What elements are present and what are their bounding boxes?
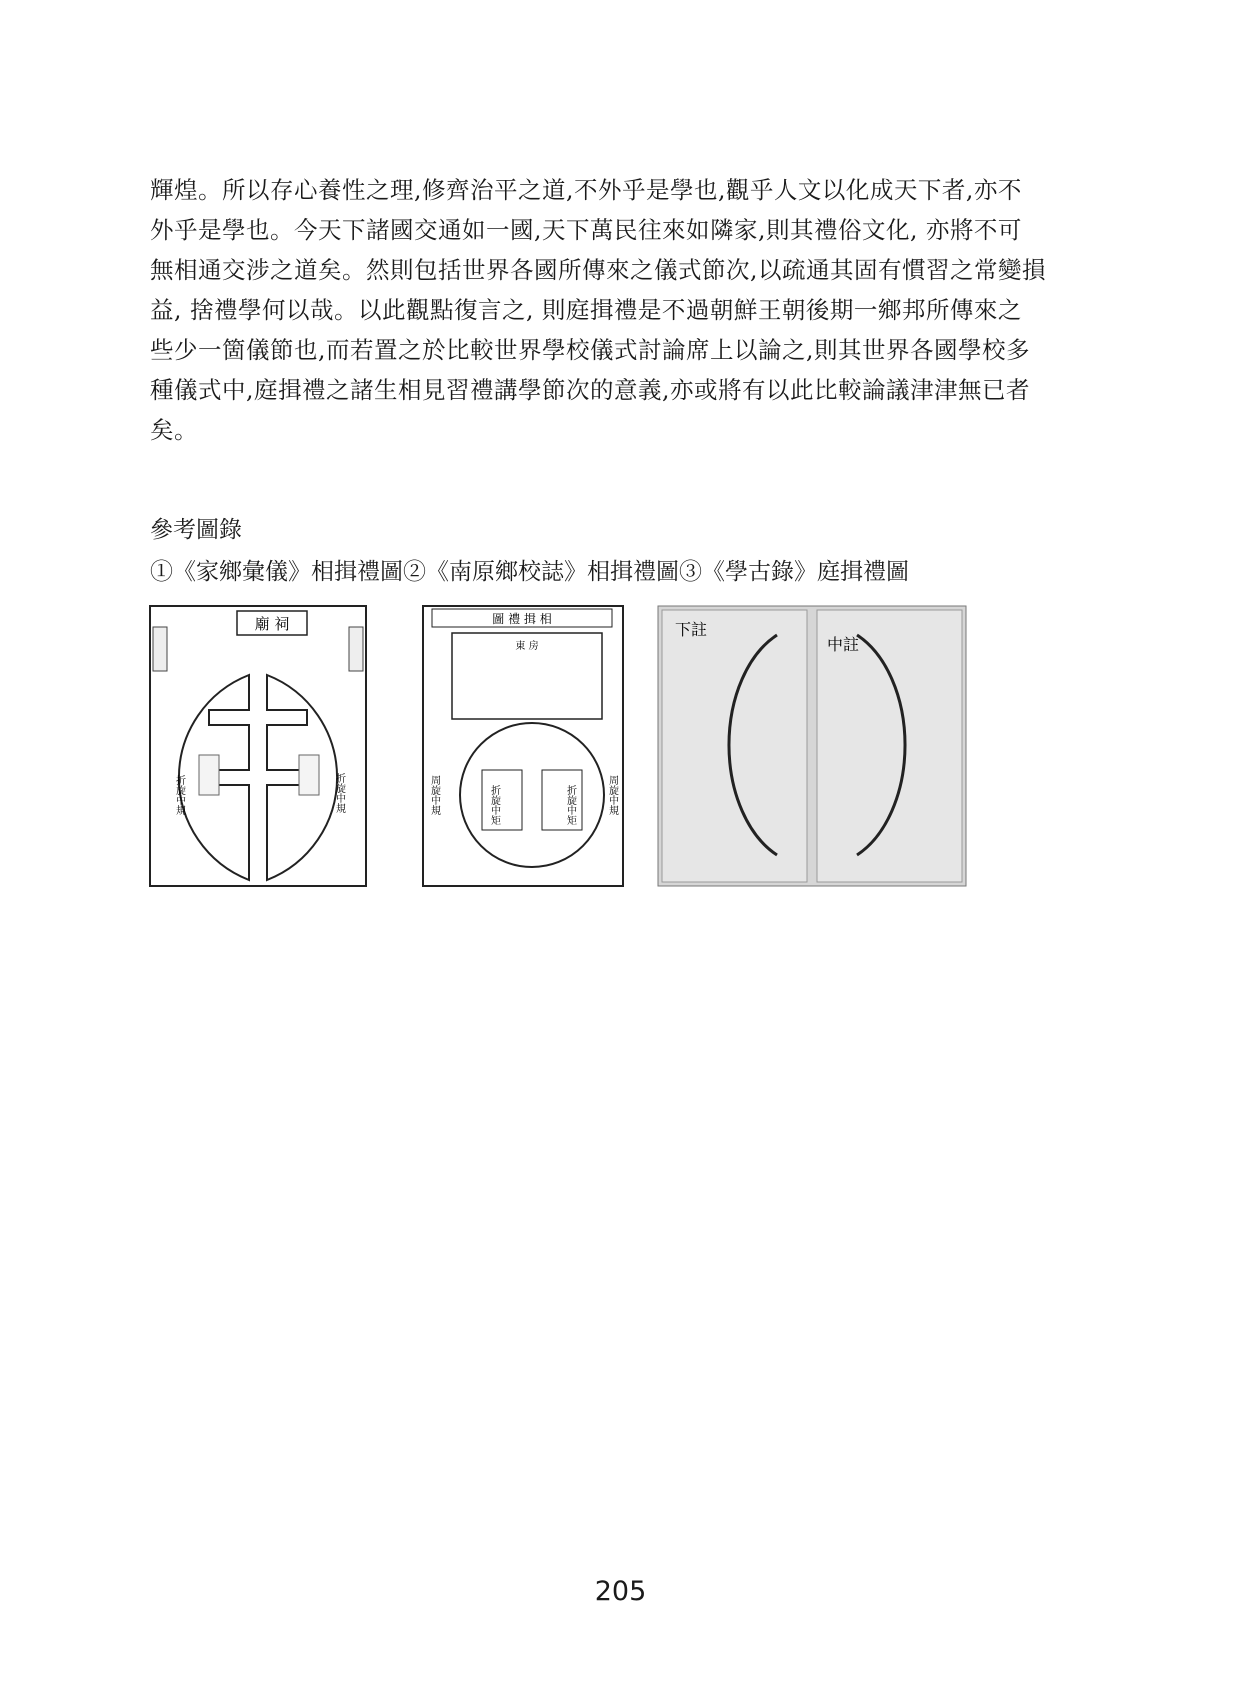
figure-1-right-label: 折旋中規 [333,773,345,813]
paragraph-line: 矣。 [150,416,198,444]
figure-2-diagram [422,605,624,887]
figure-2-hall: 東 房 [515,641,539,652]
page-number: 205 [594,1576,647,1607]
figure-1-header: 廟 祠 [254,615,290,633]
figure-2-right-label: 周旋中規 [606,775,618,815]
paragraph-line: 無相通交涉之道矣。然則包括世界各國所傳來之儀式節次,以疏通其固有慣習之常變損 [150,256,1046,284]
figure-3-left-title: 下註 [675,620,708,639]
figure-2-inner-left: 折旋中矩 [488,785,500,825]
paragraph-line: 益, 捨禮學何以哉。以此觀點復言之, 則庭揖禮是不過朝鮮王朝後期一鄉邦所傳來之 [150,296,1022,324]
figure-3-right-title: 中註 [827,635,860,654]
figure-3-diagram [657,605,967,887]
references-title: 參考圖錄 [150,517,242,543]
figure-2-header: 圖 禮 揖 相 [492,612,552,626]
paragraph-line: 輝煌。所以存心養性之理,修齊治平之道,不外乎是學也,觀乎人文以化成天下者,亦不 [150,176,1022,204]
paragraph-line: 外乎是學也。今天下諸國交通如一國,天下萬民往來如隣家,則其禮俗文化, 亦將不可 [150,216,1022,244]
paragraph-line: 些少一箇儀節也,而若置之於比較世界學校儀式討論席上以論之,則其世界各國學校多 [150,336,1030,364]
references-caption: ①《家鄉彙儀》相揖禮圖②《南原鄉校誌》相揖禮圖③《學古錄》庭揖禮圖 [150,559,909,585]
paragraph-line: 種儀式中,庭揖禮之諸生相見習禮講學節次的意義,亦或將有以此比較論議津津無已者 [150,376,1030,404]
figure-1-diagram [149,605,367,887]
figure-2-left-label: 周旋中規 [428,775,440,815]
figure-1-left-label: 折旋中規 [173,775,185,815]
body-paragraph [150,170,1100,450]
figure-2-inner-right: 折旋中矩 [564,785,576,825]
